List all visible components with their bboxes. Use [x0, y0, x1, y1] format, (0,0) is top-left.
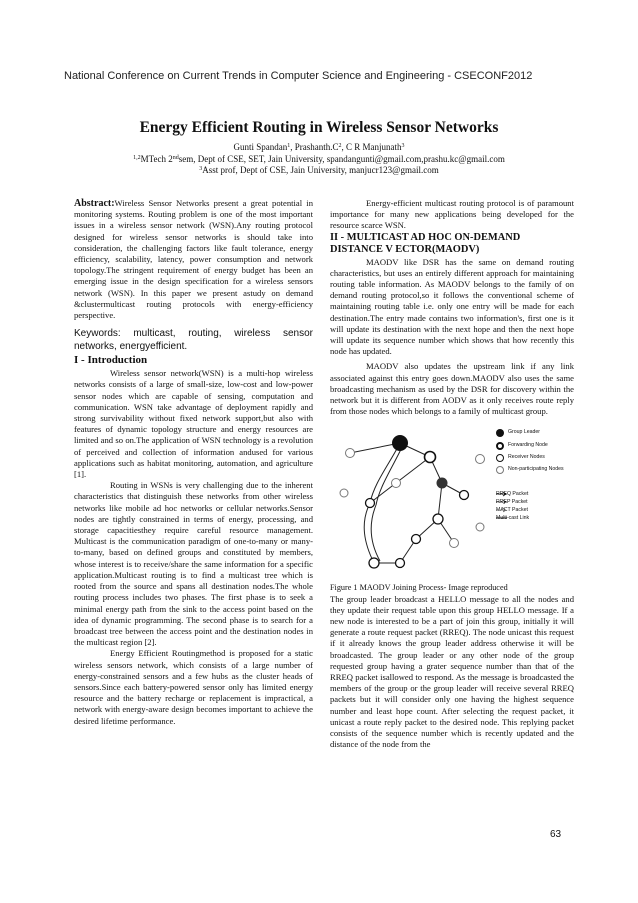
legend-label: Multi-cast Link: [496, 515, 530, 522]
forwarding-node-icon: [496, 442, 504, 450]
running-head: National Conference on Current Trends in Computer Science and Engineering - CSECONF2012: [64, 70, 533, 82]
legend-label: Non-participating Nodes: [508, 466, 564, 473]
receiver-node: [460, 491, 469, 500]
group-leader-node: [392, 435, 408, 451]
affil-1-b: sem, Dept of CSE, SET, Jain University, spandangunti@gmail.com,prashu.kc@gmail.com: [178, 153, 505, 164]
non-participating-node: [476, 455, 485, 464]
affil-1-a: MTech 2: [140, 153, 173, 164]
maodv-paragraph-1: MAODV like DSR has the same on demand routing characteristics, but uses an entirely different approach for maintaining routing table information. As MAODV belongs to the family of on demand routing protocol,so it follows the conventional scheme of maintaining routing table i.e. only one entry will be made for each destination.The entry made contains two information's, first one is it will update its destination with the next hope and then the next hope will update its sequence number which shows that how recently this node has updated.: [330, 256, 574, 357]
intro-paragraph-1: Wireless sensor network(WSN) is a multi-hop wireless networks consists of a large of small-size, low-cost and low-power sensor nodes which are capable of sensing, computation and communication. WSN take advantage of deployment rapidly and strong survivability without fixed network support,but also with features of dynamic topology structure and energy resources are limited and so on.The application of WSN technology is a revolution of perceived and collection of information andused for various applications such as habitat monitoring, automation, and agriculture [1].: [74, 368, 313, 480]
legend-non-participating: [496, 466, 574, 474]
author-1-sup: 1: [287, 143, 291, 149]
multicast-link-icon: [496, 515, 508, 521]
author-2-sup: 2: [338, 143, 342, 149]
network-diagram: [330, 423, 496, 581]
legend-label: Group Leader: [508, 429, 541, 436]
link-b2: [371, 505, 380, 561]
page-number: 63: [550, 829, 562, 840]
receiver-node-icon: [496, 454, 504, 462]
author-3-sup: 3: [401, 143, 405, 149]
legend-rreq: [496, 491, 528, 498]
mact-arrow-icon: [496, 507, 508, 513]
non-participating-node: [346, 449, 355, 458]
non-participating-node: [450, 539, 459, 548]
legend-mact: [496, 507, 528, 514]
legend-label: Receiver Nodes: [508, 454, 545, 461]
maodv-paragraph-2: MAODV also updates the upstream link if any link associated against this entry goes down.MAODV also uses the same broadcasting mechanism as used by the DSR for discovery within the network but it is different from AODV as it only receives route reply from those nodes which belongs to a family of multicast group.: [330, 361, 574, 417]
receiver-node: [425, 452, 436, 463]
author-1: Gunti Spandan: [233, 142, 288, 152]
section-2-heading: II - MULTICAST AD HOC ON-DEMAND DISTANCE V ECTOR(MAODV): [330, 231, 521, 256]
legend-rrep: [496, 499, 528, 506]
affiliation-2: [0, 165, 638, 177]
author-block: [0, 142, 638, 177]
legend-label: MACT Packet: [496, 507, 528, 514]
left-column: [74, 198, 313, 727]
receiver-node: [366, 499, 375, 508]
abstract-text: Wireless Sensor Networks present a great potential in monitoring systems. Routing problem is one of the most important issues in a wireless sensor network (WSN).Any routing protocol designed for wireless sensor networks is should take into consideration, the challenging factors like fault tolerance, energy efficiency, scalability, latency, power consumption and network topology.The stringent requirement of energy budget has been an emerging issue in the design specification for a wireless sensors network (WSN). In this paper we present astudy on demand &clustermulticast routing protocols with energy-efficiency perspective.: [74, 198, 313, 321]
receiver-node: [433, 514, 443, 524]
author-3: , C R Manjunath: [341, 142, 402, 152]
abstract: [74, 198, 313, 321]
abstract-lead: Abstract:: [74, 198, 115, 209]
maodv-paragraph-3: The group leader broadcast a HELLO message to all the nodes and they update their request table upon this group HELLO message. If a new node is interested to be a part of join this group, initially it will generate a route request packet (RREQ). The node unicast this request if it already knows the group leader address otherwise it will be broadcasted. The group leader or any other node of the group requested group having a grater sequence number than that of the RREQ packet isallowed to respond. As the message is broadcasted the members of the group or the group leader will receive several RREQ packets but it will consider only one having the highest sequence number and least hope count. After selecting the request packet, it unicast a route reply packet to the desired node. This replying packet consists of the sequence number which is recently updated and the distance of the node from the: [330, 593, 574, 750]
figure-1-caption: Figure 1 MAODV Joining Process- Image reproduced: [330, 583, 508, 593]
legend-forwarding-node: [496, 442, 548, 450]
legend-label: Forwarding Node: [508, 442, 548, 449]
affil-1-sup: 1,2: [133, 154, 141, 161]
intro-paragraph-2: Routing in WSNs is very challenging due to the inherent characteristics that distinguish these networks from other wireless networks like mobile ad hoc networks or cellular networks.Sensor nodes are tightly constrained in terms of energy, processing, and storage capacitiesthey require careful resource management. Multicast is the communication paradigm of one-to-many or many-to-many, based on defined groups and constituted by members, whose interest is to receive/share the same information for a specific application.Multicast routing is to find a multicast tree which is rooted from the source and spans all destination nodes.The whole routing process includes two phases. The first phase is to seek a minimal energy path from the sink to the access point based on the idea of dynamic programming. The second phase is to search for a broadcast tree between the access point and the destination nodes in the multicast region [2].: [74, 480, 313, 648]
affil-1-nd: nd: [172, 154, 179, 161]
keywords: Keywords: multicast, routing, wireless sensor networks, energyefficient.: [74, 328, 313, 353]
legend-group-leader: [496, 429, 540, 437]
rreq-arrow-icon: [496, 491, 508, 497]
intro-paragraph-3: Energy Efficient Routingmethod is proposed for a static wireless sensors network, which consists of a large number of energy-constrained sensors and a few hubs as the cluster heads of sensors.Since each battery-powered sensor only has limited energy resource and the battery recharge or replacement is impractical, a network with energy-aware design becomes important to achieve the desired lifetime performance.: [74, 648, 313, 726]
non-participating-node: [392, 479, 401, 488]
section-1-heading: I - Introduction: [74, 354, 148, 367]
figure-1: [330, 423, 574, 581]
author-2: , Prashanth.C: [290, 142, 339, 152]
paper-title: Energy Efficient Routing in Wireless Sensor Networks: [139, 119, 499, 136]
link-l: [396, 457, 430, 483]
legend-label: RREQ Packet: [496, 491, 529, 498]
rrep-arrow-icon: [496, 499, 508, 505]
legend-receiver-nodes: [496, 454, 545, 462]
right-paragraph-0: Energy-efficient multicast routing protocol is of paramount importance for many new applications being developed for the resource scarce WSN.: [330, 198, 574, 231]
link-b: [364, 503, 374, 563]
affiliation-1: [0, 154, 638, 166]
non-participating-node: [476, 523, 484, 531]
affil-2-sup: 3: [199, 166, 203, 172]
legend-label: RREP Packet: [496, 499, 528, 506]
network-nodes: [340, 435, 485, 568]
right-column: [330, 198, 574, 751]
affil-2-text: Asst prof, Dept of CSE, Jain University, manjucr123@gmail.com: [202, 165, 439, 175]
group-leader-icon: [496, 429, 504, 437]
receiver-node: [396, 559, 405, 568]
forwarding-node: [437, 478, 448, 489]
non-participating-node-icon: [496, 466, 504, 474]
receiver-node: [412, 535, 421, 544]
author-names: [0, 142, 638, 154]
non-participating-node: [340, 489, 348, 497]
legend-multicast-link: [496, 515, 529, 522]
link-a: [370, 443, 400, 503]
receiver-node: [369, 558, 379, 568]
